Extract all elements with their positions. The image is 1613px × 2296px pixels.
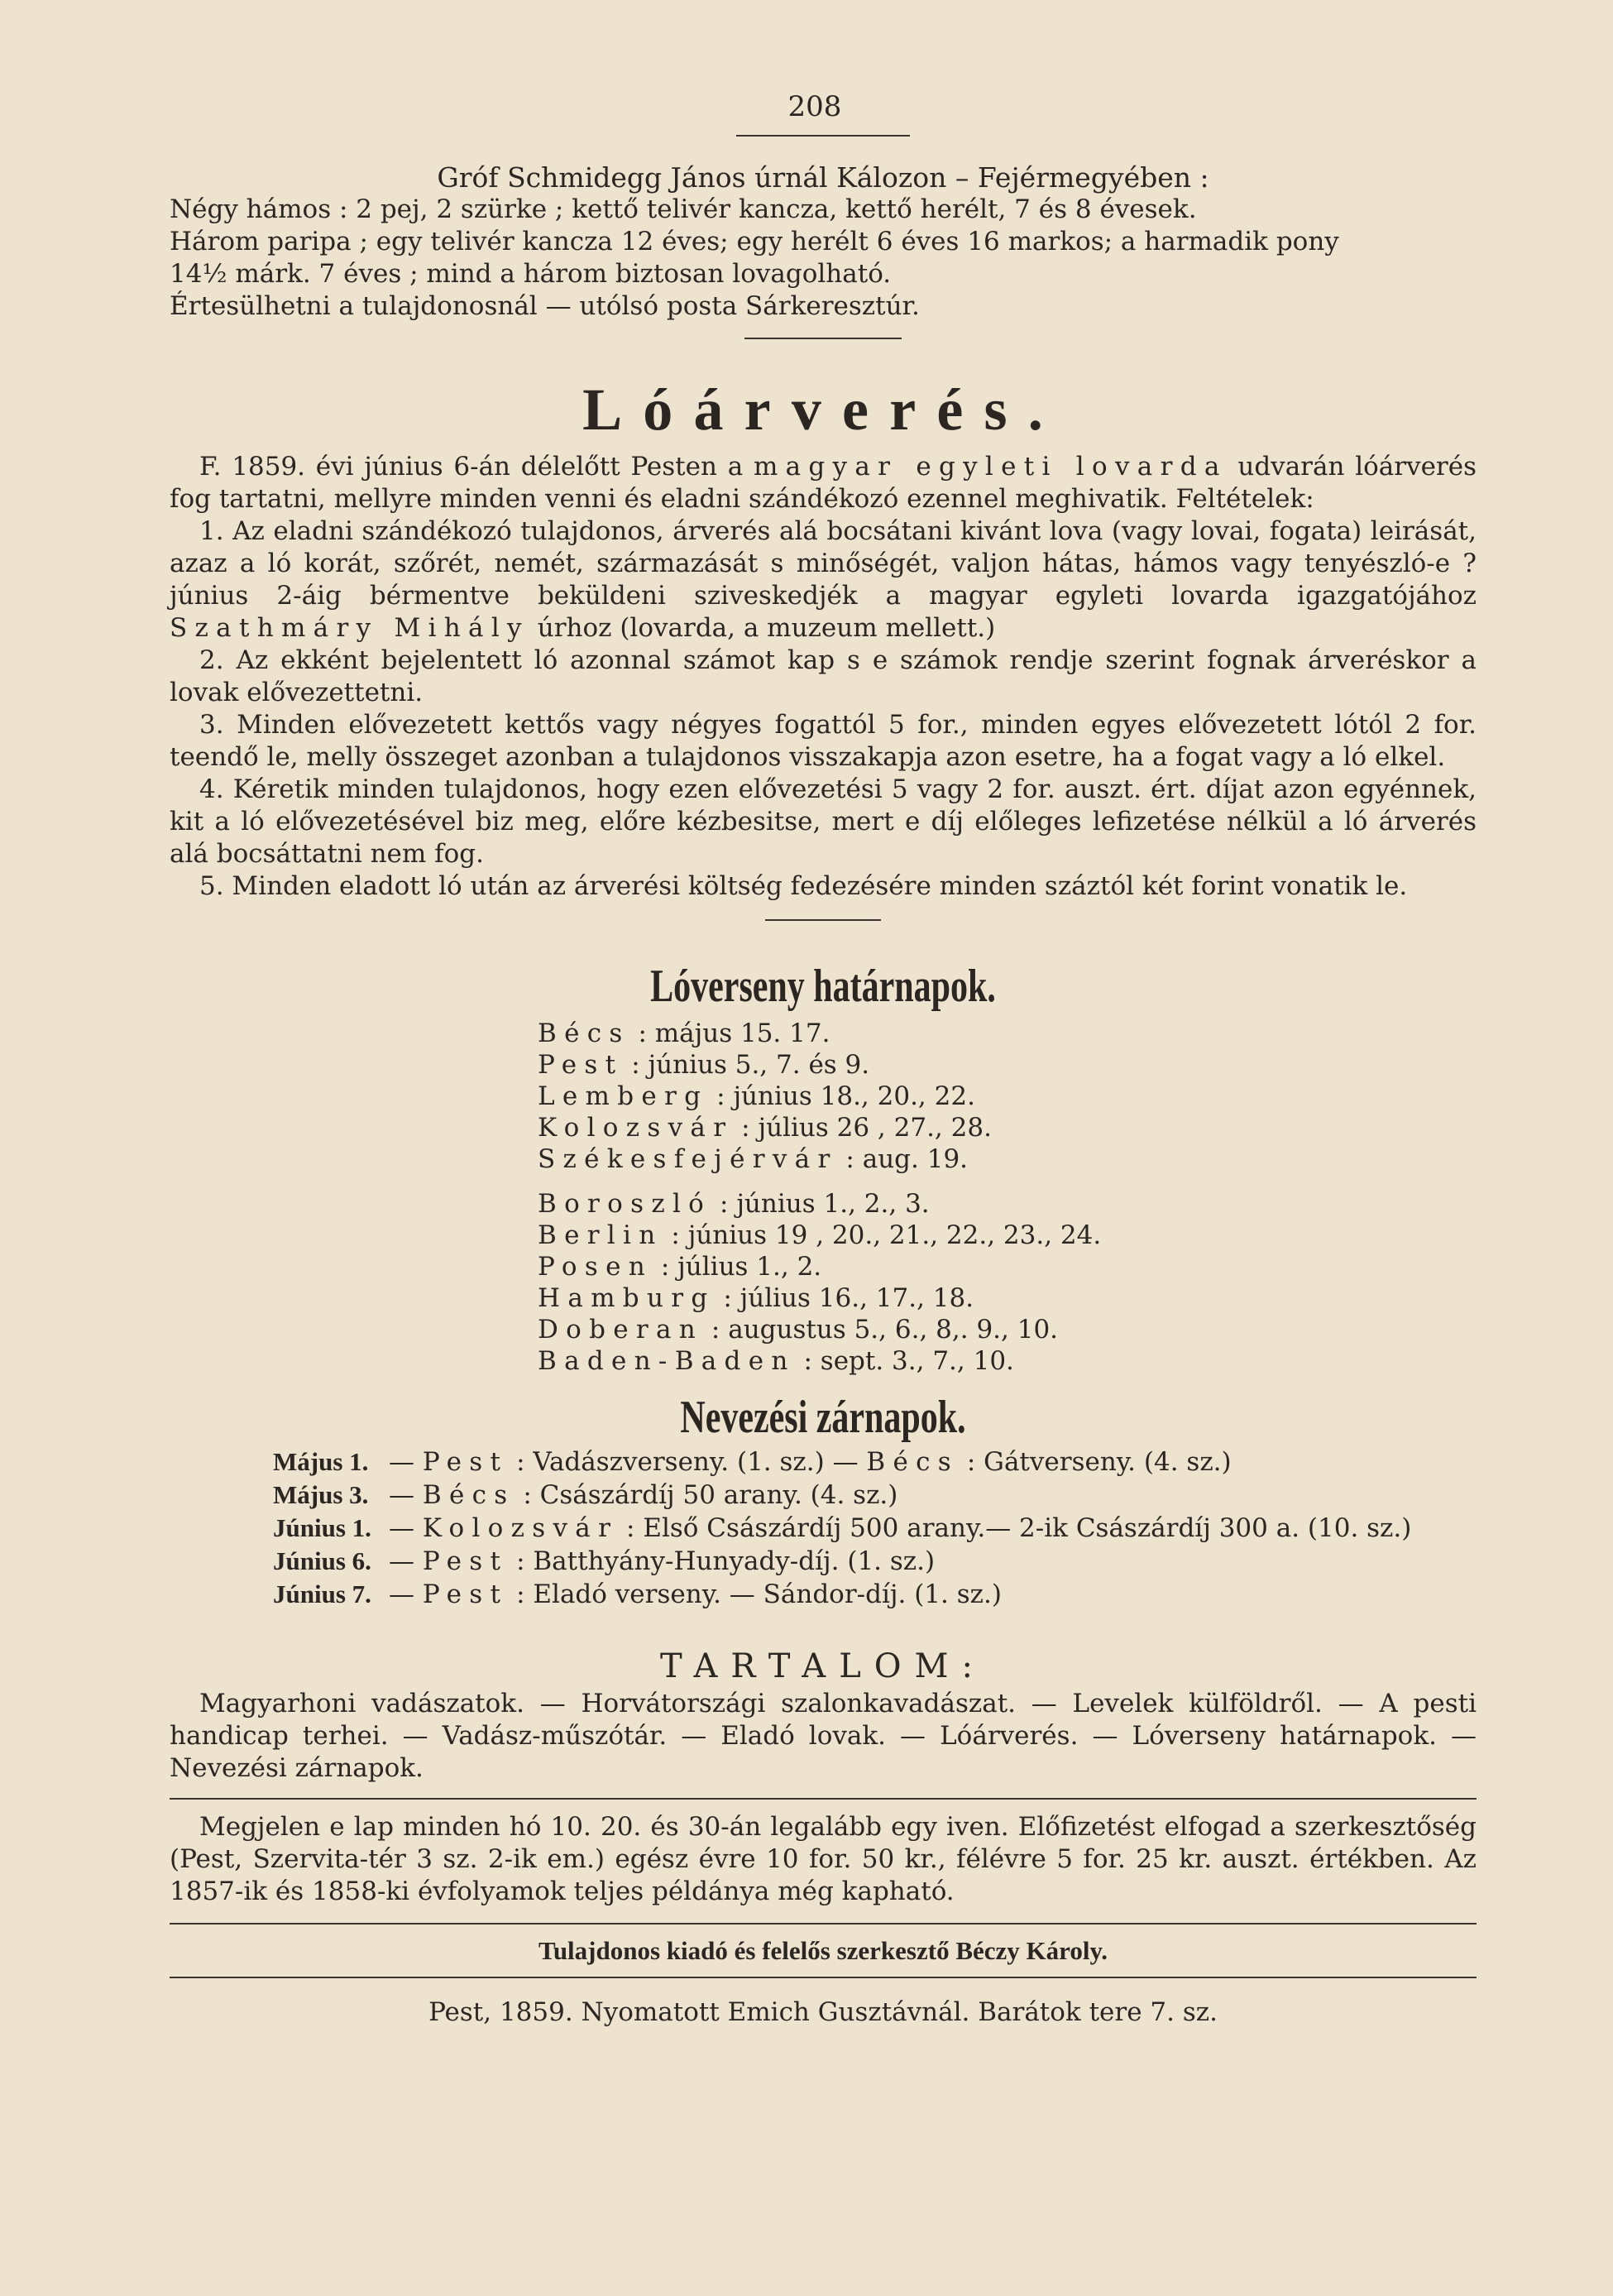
footer-rule-1 (170, 1798, 1477, 1800)
table-row: Június 6. — Pest : Batthyány-Hunyady-díj. (1. sz.) (273, 1546, 936, 1576)
list-item: Berlin : június 19 , 20., 21., 22., 23., 24. (538, 1220, 1102, 1250)
list-item: Baden-Baden : sept. 3., 7., 10. (538, 1346, 1014, 1376)
list-item: Kolozsvár : július 26 , 27., 28. (538, 1113, 992, 1143)
footer-rule-3 (170, 1977, 1477, 1978)
list-gap (538, 1175, 1477, 1188)
intro-heading: Gróf Schmidegg János úrnál Kálozon – Fejérmegyében : (437, 161, 1209, 194)
list-item: Hamburg : július 16., 17., 18. (538, 1283, 974, 1313)
header-rule (736, 135, 910, 137)
page-number: 208 (787, 90, 842, 123)
hatarnapok-title: Lóverseny határnapok. (650, 961, 996, 1012)
list-item: Boroszló : június 1., 2., 3. (538, 1189, 930, 1219)
zarnapok-list (273, 1445, 1477, 1611)
list-item: Posen : július 1., 2. (538, 1252, 822, 1282)
list-item: Pest : június 5., 7. és 9. (538, 1050, 870, 1080)
intro-line-3: 14½ márk. 7 éves ; mind a három biztosan lovagolható. (170, 259, 892, 289)
table-row: Május 3. — Bécs : Császárdíj 50 arany. (4. sz.) (273, 1480, 898, 1510)
loarveres-para-5: 4. Kéretik minden tulajdonos, hogy ezen elővezetési 5 vagy 2 for. auszt. ért. díjat azon egyénnek, kit a ló elővezetésével biz meg, előre kézbesitse, mert e díj előleges lefizetése nélkül a ló árverés alá bocsáttatni nem fog. (170, 774, 1477, 869)
loarveres-para-4: 3. Minden elővezetett kettős vagy négyes fogattól 5 for., minden egyes elővezetett lótól 2 for. teendő le, melly összeget azonban a tulajdonos visszakapja azon esetre, ha a fogat vagy a ló elkel. (170, 710, 1477, 772)
printer-line: Pest, 1859. Nyomatott Emich Gusztávnál. Barátok tere 7. sz. (428, 1997, 1218, 2027)
publisher-line: Tulajdonos kiadó és felelős szerkesztő Béczy Károly. (538, 1936, 1108, 1965)
table-row: Május 1. — Pest : Vadászverseny. (1. sz.) — Bécs : Gátverseny. (4. sz.) (273, 1447, 1232, 1477)
intro-rule (744, 338, 902, 339)
hatarnapok-list (538, 1018, 1477, 1377)
tartalom-text: Magyarhoni vadászatok. — Horvátországi szalonkavadászat. — Levelek külföldről. — A pesti handicap terhei. — Vadász-műszótár. — Eladó lovak. — Lóárverés. — Lóverseny határnapok. — Nevezési zárnapok. (170, 1689, 1477, 1783)
loarveres-rule (765, 919, 881, 921)
subscription-text: Megjelen e lap minden hó 10. 20. és 30-án legalább egy iven. Előfizetést elfogad a szerkesztőség (Pest, Szervita-tér 3 sz. 2-ik em.) egész évre 10 for. 50 kr., félévre 5 for. 25 kr. auszt. értékben. Az 1857-ik és 1858-ki évfolyamok teljes példánya még kapható. (170, 1812, 1477, 1906)
loarveres-para-1: F. 1859. évi június 6-án délelőtt Pesten a magyar egyleti lovarda udvarán lóárverés fog tartatni, mellyre minden venni és eladni szándékozó ezennel meghivatik. Feltételek: (170, 452, 1477, 514)
intro-line-2: Három paripa ; egy telivér kancza 12 éves; egy herélt 6 éves 16 markos; a harmadik pony (170, 227, 1339, 256)
list-item: Bécs : május 15. 17. (538, 1019, 830, 1048)
list-item: Székesfejérvár : aug. 19. (538, 1144, 969, 1174)
loarveres-para-6: 5. Minden eladott ló után az árverési költség fedezésére minden száztól két forint vonatik le. (199, 871, 1408, 901)
list-item: Lemberg : június 18., 20., 22. (538, 1081, 975, 1111)
intro-line-1: Négy hámos : 2 pej, 2 szürke ; kettő telivér kancza, kettő herélt, 7 és 8 évesek. (170, 194, 1197, 224)
loarveres-title: Lóárverés. (582, 376, 1064, 443)
loarveres-para-2: 1. Az eladni szándékozó tulajdonos, árverés alá bocsátani kivánt lova (vagy lovai, fogata) leirását, azaz a ló korát, szőrét, nemét, származását s minőségét, valjon hátas, hámos vagy tenyészló-e ? június 2-áig bérmentve beküldeni sziveskedjék a magyar egyleti lovarda igazgatójához Szathmáry Mihály úrhoz (lovarda, a muzeum mellett.) (170, 516, 1477, 643)
zarnapok-title: Nevezési zárnapok. (680, 1392, 966, 1443)
intro-line-4: Értesülhetni a tulajdonosnál — utólsó posta Sárkeresztúr. (170, 291, 920, 321)
table-row: Június 7. — Pest : Eladó verseny. — Sándor-díj. (1. sz.) (273, 1579, 1002, 1609)
table-row: Június 1. — Kolozsvár : Első Császárdíj 500 arany.— 2-ik Császárdíj 300 a. (10. sz.) (273, 1513, 1412, 1543)
list-item: Doberan : augustus 5., 6., 8,. 9., 10. (538, 1315, 1059, 1345)
footer-rule-2 (170, 1923, 1477, 1925)
document-page (170, 91, 1477, 2029)
loarveres-para-3: 2. Az ekként bejelentett ló azonnal számot kap s e számok rendje szerint fognak árveréskor a lovak elővezettetni. (170, 645, 1477, 707)
tartalom-title: TARTALOM: (660, 1647, 986, 1685)
